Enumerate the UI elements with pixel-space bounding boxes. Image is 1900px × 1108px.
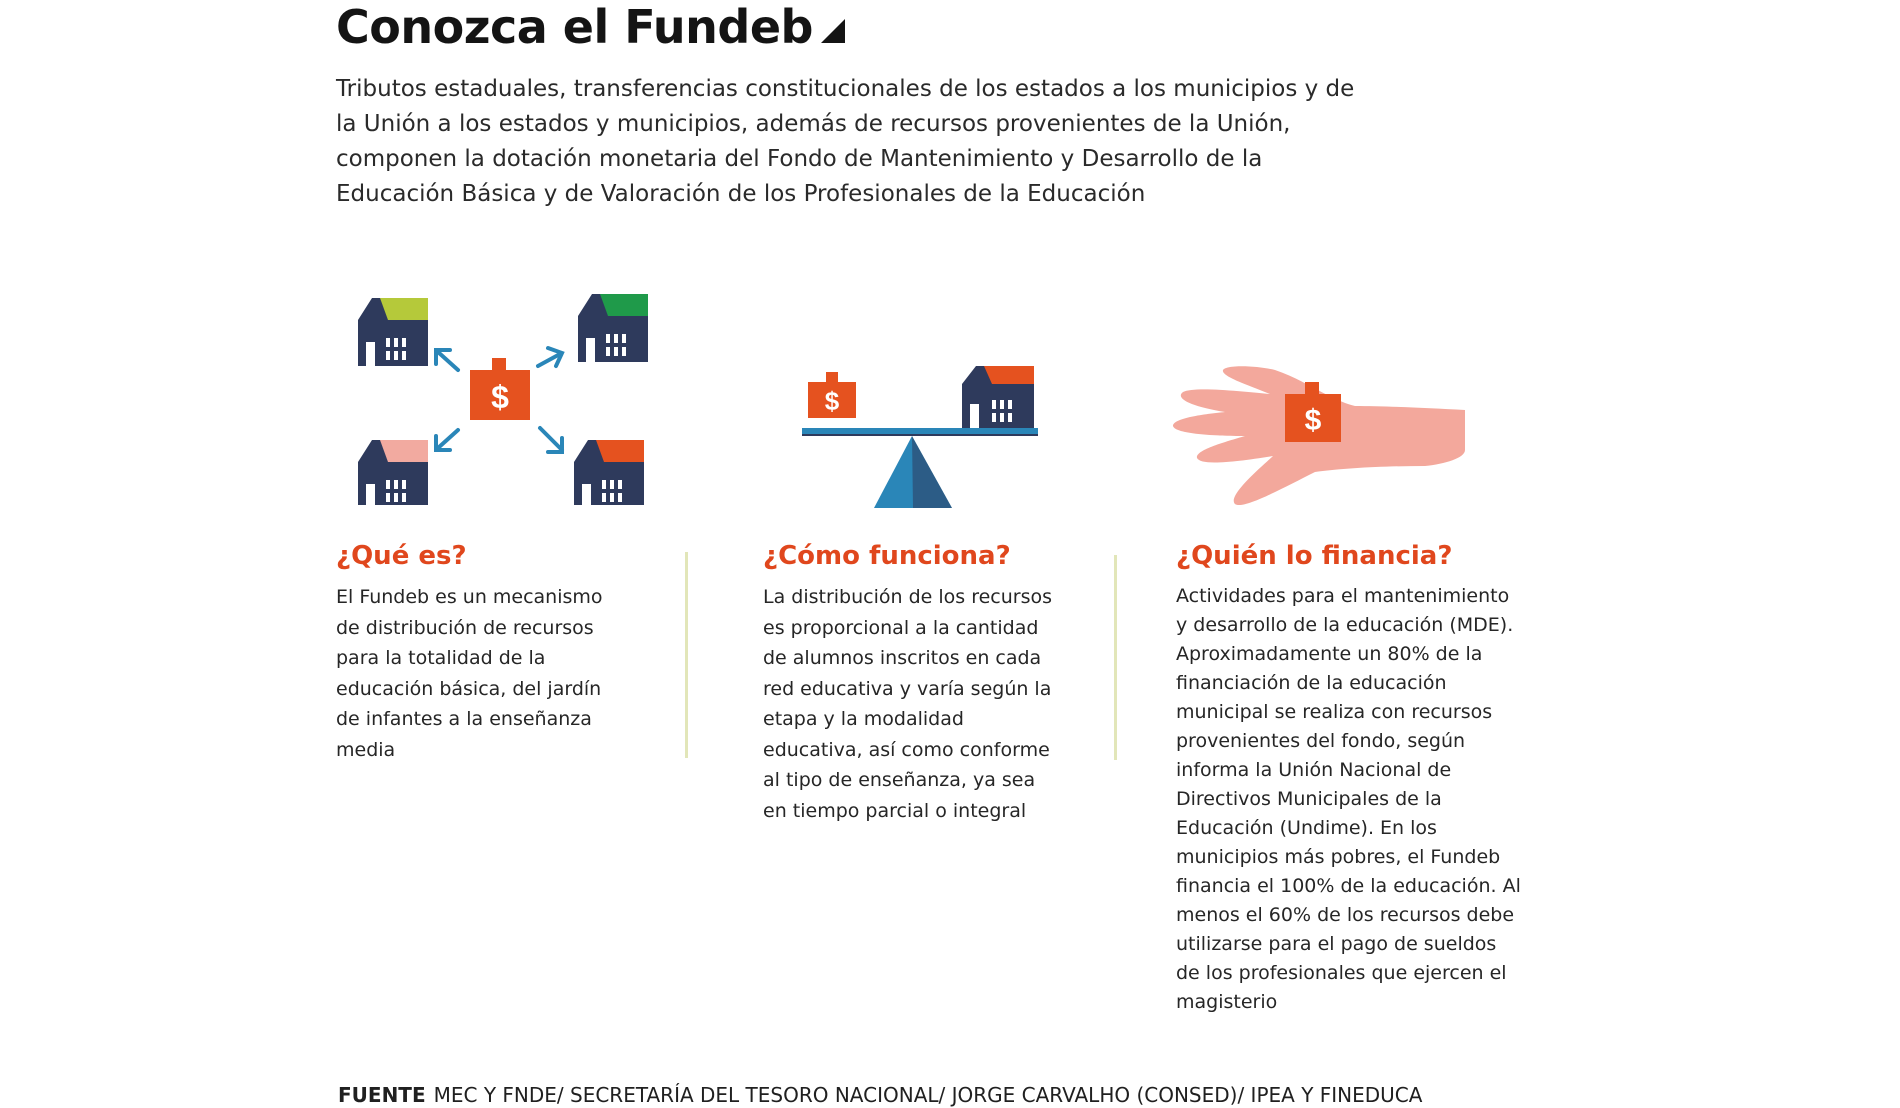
heading-como-funciona: ¿Cómo funciona? [763, 541, 1011, 571]
column-divider [685, 552, 688, 758]
source-text: MEC Y FNDE/ SECRETARÍA DEL TESORO NACIONAL/ JORGE CARVALHO (CONSED)/ IPEA Y FINEDUCA [433, 1083, 1423, 1107]
source-line [338, 1082, 1422, 1108]
balance-scale-icon [798, 360, 1048, 515]
svg-text:$: $ [824, 386, 840, 416]
body-como-funciona: La distribución de los recursos es proporcional a la cantidad de alumnos inscritos en cada red educativa y varía según la etapa y la modalidad educativa, así como conforme al tipo de enseñanza, ya sea en tiempo parcial o integral [763, 586, 1053, 822]
money-bag-icon [470, 358, 530, 420]
body-quien-lo-financia: Actividades para el mantenimiento y desarrollo de la educación (MDE). Aproximadamente un 80% de la financiación de la educación municipal se realiza con recursos provenientes del fondo, según informa la Unión Nacional de Directivos Municipales de la Educación (Undime). En los municipios más pobres, el Fundeb financia el 100% de la educación. Al menos el 60% de los recursos debe utilizarse para el pago de sueldos de los profesionales que ejercen el magisterio [1176, 585, 1521, 1013]
svg-text:$: $ [1304, 404, 1322, 437]
body-que-es: El Fundeb es un mecanismo de distribución de recursos para la totalidad de la educación básica, del jardín de infantes a la enseñanza media [336, 586, 603, 761]
houses-distribution-icon [350, 290, 660, 505]
page-title [336, 0, 847, 54]
intro-paragraph: Tributos estaduales, transferencias constitucionales de los estados a los municipios y de la Unión a los estados y municipios, además de recursos provenientes de la Unión, componen la dotación monetaria del Fondo de Mantenimiento y Desarrollo de la Educación Básica y de Valoración de los Profesionales de la Educación [336, 76, 1355, 207]
svg-text:$: $ [491, 379, 509, 415]
source-label: FUENTE [338, 1083, 426, 1107]
hand-money-icon [1165, 360, 1470, 515]
corner-triangle-icon [819, 17, 847, 45]
heading-que-es: ¿Qué es? [336, 541, 467, 571]
heading-quien-lo-financia: ¿Quién lo financia? [1176, 541, 1453, 571]
title-text: Conozca el Fundeb [336, 0, 813, 54]
column-divider [1114, 555, 1117, 760]
